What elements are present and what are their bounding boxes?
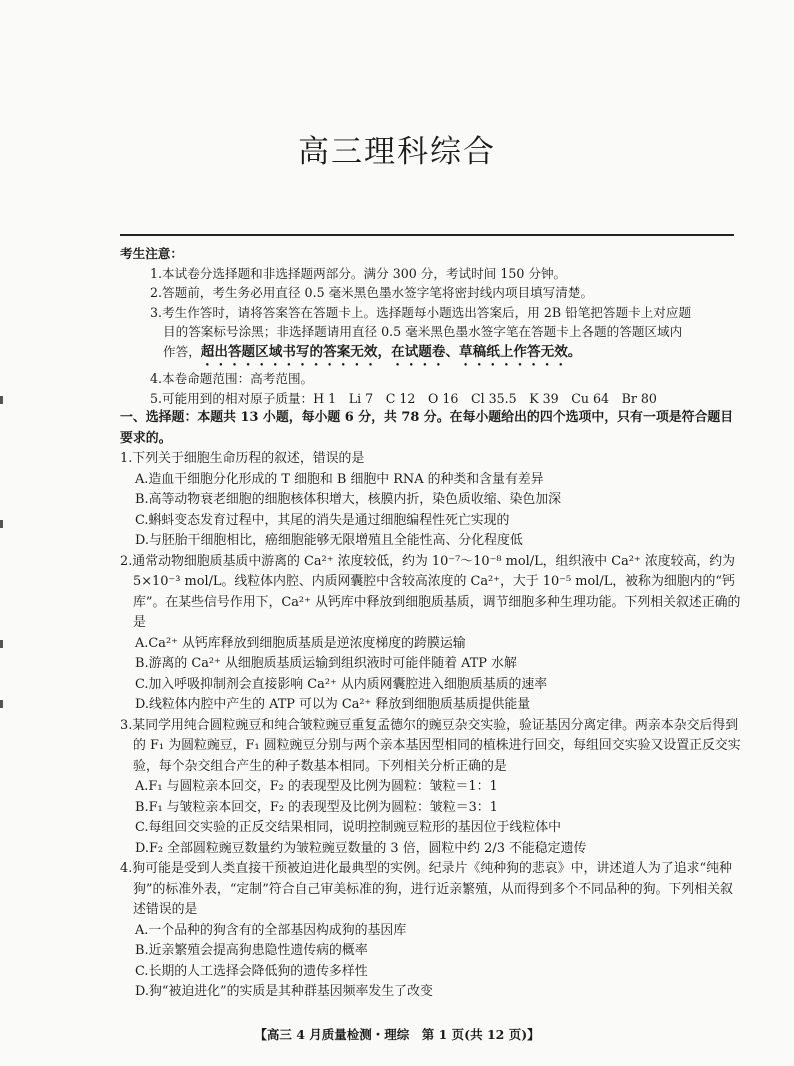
binding-mark	[0, 520, 3, 528]
option-d: D.F₂ 全部圆粒豌豆数量约为皱粒豌豆数量的 3 倍，圆粒中约 2/3 不能稳定遗传	[135, 840, 587, 856]
question-stem: 2.通常动物细胞质基质中游离的 Ca²⁺ 浓度较低，约为 10⁻⁷～10⁻⁸ mol/L，组织液中 Ca²⁺ 浓度较高，约为 5×10⁻³ mol/L。线粒体内腔、内质网囊腔中含较高浓度的 Ca²⁺，大于 10⁻⁵ mol/L，被称为细胞内的“钙库”。在某些信号作用下，Ca²⁺ 从钙库中释放到细胞质基质，调节细胞多种生理功能。下列相关叙述正确的是	[120, 553, 741, 630]
question-stem: 1.下列关于细胞生命历程的叙述，错误的是	[120, 451, 365, 466]
binding-mark	[0, 396, 3, 404]
option-d: D.狗“被迫进化”的实质是其种群基因频率发生了改变	[135, 984, 433, 999]
option-d: D.与胚胎干细胞相比，癌细胞能够无限增殖且全能性高、分化程度低	[135, 533, 523, 548]
question-3	[120, 716, 742, 860]
top-rule	[120, 234, 734, 236]
notice-item-4: 4.本卷命题范围：高考范围。	[150, 370, 314, 386]
option-a: A.Ca²⁺ 从钙库释放到细胞质基质是逆浓度梯度的跨膜运输	[135, 635, 466, 651]
notice-emphasis: 超出答题区域书写的答案无效，在试题卷、草稿纸上作答无效。	[200, 343, 582, 360]
option-a: A.一个品种的狗含有的全部基因构成狗的基因库	[135, 922, 407, 938]
notice-item-2: 2.答题前，考生务必用直径 0.5 毫米黑色墨水签字笔将密封线内项目填写清楚。	[150, 285, 594, 301]
option-c: C.蝌蚪变态发育过程中，其尾的消失是通过细胞编程性死亡实现的	[135, 512, 510, 528]
notice-item-3-line-2: 目的答案标号涂黑；非选择题请用直径 0.5 毫米黑色墨水签字笔在答题卡上各题的答题区域内	[163, 324, 683, 340]
option-c: C.长期的人工选择会降低狗的遗传多样性	[135, 963, 368, 979]
option-b: B.F₁ 与皱粒亲本回交，F₂ 的表现型及比例为圆粒：皱粒＝3：1	[135, 799, 498, 815]
notice-item-3-line-3-prefix: 作答，	[163, 343, 201, 359]
notice-item-1: 1.本试卷分选择题和非选择题两部分。满分 300 分，考试时间 150 分钟。	[150, 265, 567, 281]
option-b: B.近亲繁殖会提高狗患隐性遗传病的概率	[135, 943, 368, 958]
option-b: B.高等动物衰老细胞的细胞核体积增大，核膜内折，染色质收缩、染色加深	[135, 492, 562, 507]
notice-heading: 考生注意：	[120, 246, 183, 261]
notice-item-3	[120, 303, 740, 369]
option-a: A.F₁ 与圆粒亲本回交，F₂ 的表现型及比例为圆粒：皱粒＝1：1	[135, 779, 498, 794]
question-stem: 3.某同学用纯合圆粒豌豆和纯合皱粒豌豆重复孟德尔的豌豆杂交实验，验证基因分离定律。两亲本杂交后得到的 F₁ 为圆粒豌豆，F₁ 圆粒豌豆分别与两个亲本基因型相同的植株进行回交，每组回交实验又设置正反交实验，每个杂交组合产生的种子数基本相同。下列相关分析正确的是	[120, 717, 741, 774]
exam-notice	[120, 244, 740, 408]
page-title: 高三理科综合	[298, 134, 496, 170]
question-1	[120, 449, 742, 552]
page-footer: 【高三 4 月质量检测・理综 第 1 页(共 12 页)】	[254, 1027, 540, 1042]
option-b: B.游离的 Ca²⁺ 从细胞质基质运输到组织液时可能伴随着 ATP 水解	[135, 656, 517, 671]
question-2	[120, 552, 742, 716]
option-d: D.线粒体内腔中产生的 ATP 可以为 Ca²⁺ 释放到细胞质基质提供能量	[135, 697, 531, 712]
question-stem: 4.狗可能是受到人类直接干预被迫进化最典型的实例。纪录片《纯种狗的悲哀》中，讲述道人为了追求“纯种狗”的标准外表，“定制”符合自己审美标准的狗，进行近亲繁殖，从而得到多个不同品种的狗。下列相关叙述错误的是	[120, 861, 733, 917]
section-title: 一、选择题：本题共 13 小题，每小题 6 分，共 78 分。在每小题给出的四个选项中，只有一项是符合题目要求的。	[120, 410, 734, 446]
binding-mark	[0, 700, 3, 708]
option-c: C.每组回交实验的正反交结果相同，说明控制豌豆粒形的基因位于线粒体中	[135, 820, 561, 835]
questions-area	[120, 408, 742, 1003]
option-a: A.造血干细胞分化形成的 T 细胞和 B 细胞中 RNA 的种类和含量有差异	[135, 471, 544, 487]
notice-item-5: 5.可能用到的相对原子质量：H 1 Li 7 C 12 O 16 Cl 35.5 K 39 Cu 64 Br 80	[150, 390, 657, 406]
binding-mark	[0, 640, 3, 648]
question-4	[120, 859, 742, 1003]
notice-item-3-line-3	[150, 342, 740, 369]
notice-item-3-line-1: 3.考生作答时，请将答案答在答题卡上。选择题每小题选出答案后，用 2B 铅笔把答题卡上对应题	[150, 304, 692, 320]
option-c: C.加入呼吸抑制剂会直接影响 Ca²⁺ 从内质网囊腔进入细胞质基质的速率	[135, 676, 548, 692]
